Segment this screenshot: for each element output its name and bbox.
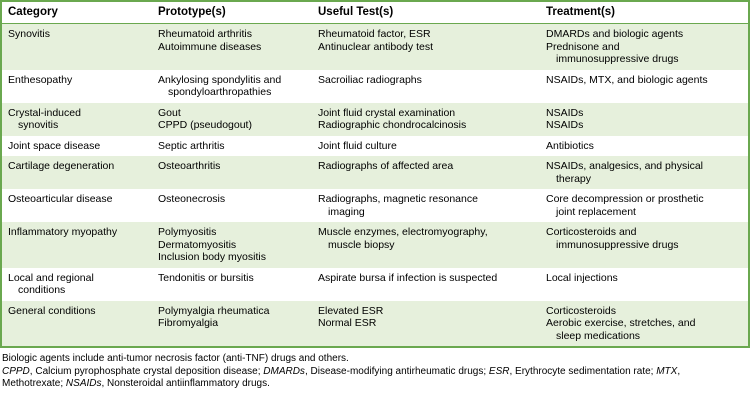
column-header-treatments: Treatment(s) — [540, 2, 748, 24]
abbrev-def: , Nonsteroidal antiinflammatory drugs. — [101, 378, 270, 389]
text-line: Rheumatoid arthritis — [158, 28, 252, 40]
abbrev-def: , — [677, 365, 681, 377]
cell-category — [2, 156, 152, 189]
text-line: Dermatomyositis — [158, 238, 237, 251]
cell-tests — [312, 268, 540, 301]
cell-prototypes — [152, 24, 312, 70]
cell-category — [2, 301, 152, 347]
table-row — [2, 268, 748, 301]
abbrev-def: , Disease-modifying antirheumatic drugs; — [304, 365, 489, 377]
cell-treatments — [540, 70, 748, 103]
cell-category — [2, 103, 152, 136]
text-line: Joint fluid crystal examination — [318, 106, 456, 119]
abbrev-def: Methotrexate; — [2, 378, 66, 389]
abbrev-term: DMARDs — [263, 365, 305, 377]
rheumatology-table — [2, 2, 748, 346]
text-line: NSAIDs, analgesics, and physical — [546, 160, 703, 172]
text-line: NSAIDs, MTX, and biologic agents — [546, 73, 708, 86]
table-head — [2, 2, 748, 24]
footnote-abbreviations-line-1 — [2, 366, 748, 379]
text-line: Corticosteroids and — [546, 226, 637, 238]
text-line: Prednisone and — [546, 40, 620, 53]
text-line: Corticosteroids — [546, 304, 617, 317]
cell-tests — [312, 24, 540, 70]
cell-treatments — [540, 156, 748, 189]
column-header-category: Category — [2, 2, 152, 24]
text-line: Antinuclear antibody test — [318, 40, 433, 53]
cell-treatments — [540, 24, 748, 70]
abbrev-term: ESR — [488, 365, 510, 377]
text-line: Tendonitis or bursitis — [158, 271, 254, 284]
text-line: Osteonecrosis — [158, 193, 226, 205]
text-line: Radiographs of affected area — [318, 160, 454, 172]
text-line: Muscle enzymes, electromyography, — [318, 226, 488, 238]
table-row — [2, 103, 748, 136]
text-line: General conditions — [8, 304, 96, 317]
text-line: Crystal-induced — [8, 106, 81, 119]
cell-treatments — [540, 189, 748, 222]
cell-tests — [312, 222, 540, 268]
text-line: Synovitis — [8, 28, 51, 40]
text-line: Joint fluid culture — [318, 139, 397, 152]
text-line: Sacroiliac radiographs — [318, 73, 422, 86]
text-line: DMARDs and biologic agents — [546, 28, 684, 40]
text-line: Radiographic chondrocalcinosis — [318, 119, 467, 131]
text-line: synovitis — [18, 119, 59, 131]
text-line: Osteoarthritis — [158, 160, 221, 172]
text-line: Ankylosing spondylitis and — [158, 73, 282, 86]
text-line: Local and regional — [8, 271, 94, 284]
text-line: CPPD (pseudogout) — [158, 119, 252, 131]
text-line: Cartilage degeneration — [8, 160, 115, 172]
text-line: Polymyositis — [158, 226, 217, 238]
text-line: spondyloarthropathies — [168, 86, 272, 98]
table-footnotes — [0, 348, 750, 391]
cell-tests — [312, 136, 540, 157]
table-body — [2, 24, 748, 347]
cell-tests — [312, 70, 540, 103]
text-line: NSAIDs — [546, 119, 584, 131]
footnote-abbreviations-line-2 — [2, 378, 748, 391]
column-header-prototypes: Prototype(s) — [152, 2, 312, 24]
cell-treatments — [540, 136, 748, 157]
column-header-tests: Useful Test(s) — [312, 2, 540, 24]
cell-tests — [312, 189, 540, 222]
text-line: Normal ESR — [318, 317, 377, 329]
table-row — [2, 189, 748, 222]
table-row — [2, 156, 748, 189]
cell-prototypes — [152, 70, 312, 103]
cell-treatments — [540, 222, 748, 268]
cell-prototypes — [152, 301, 312, 347]
cell-category — [2, 24, 152, 70]
cell-tests — [312, 156, 540, 189]
table-header-row — [2, 2, 748, 24]
cell-prototypes — [152, 136, 312, 157]
cell-treatments — [540, 301, 748, 347]
text-line: Inclusion body myositis — [158, 251, 266, 263]
cell-prototypes — [152, 189, 312, 222]
table-row — [2, 70, 748, 103]
cell-prototypes — [152, 103, 312, 136]
cell-category — [2, 70, 152, 103]
cell-category — [2, 136, 152, 157]
table-row — [2, 222, 748, 268]
text-line: NSAIDs — [546, 106, 584, 119]
cell-prototypes — [152, 268, 312, 301]
abbrev-term: CPPD — [2, 365, 30, 377]
footnote-note: Biologic agents include anti-tumor necrosis factor (anti-TNF) drugs and others. — [2, 353, 349, 364]
text-line: Osteoarticular disease — [8, 193, 113, 205]
cell-category — [2, 189, 152, 222]
text-line: Rheumatoid factor, ESR — [318, 28, 431, 40]
text-line: Aspirate bursa if infection is suspected — [318, 271, 498, 284]
abbrev-def: , Erythrocyte sedimentation rate; — [509, 365, 657, 377]
text-line: Joint space disease — [8, 139, 101, 152]
cell-treatments — [540, 103, 748, 136]
text-line: Antibiotics — [546, 139, 594, 152]
cell-treatments — [540, 268, 748, 301]
cell-category — [2, 222, 152, 268]
abbrev-term: MTX — [656, 365, 678, 377]
text-line: muscle biopsy — [328, 238, 395, 251]
text-line: Inflammatory myopathy — [8, 226, 118, 238]
text-line: Core decompression or prosthetic — [546, 193, 704, 205]
table-row — [2, 301, 748, 347]
text-line: Autoimmune diseases — [158, 40, 262, 53]
text-line: Enthesopathy — [8, 73, 73, 86]
text-line: immunosuppressive drugs — [556, 238, 679, 251]
text-line: Radiographs, magnetic resonance — [318, 193, 478, 205]
cell-prototypes — [152, 222, 312, 268]
cell-prototypes — [152, 156, 312, 189]
text-line: Polymyalgia rheumatica — [158, 304, 270, 317]
text-line: sleep medications — [556, 329, 641, 342]
text-line: imaging — [328, 205, 365, 218]
abbrev-def: , Calcium pyrophosphate crystal deposition disease; — [29, 365, 264, 377]
cell-tests — [312, 301, 540, 347]
text-line: Aerobic exercise, stretches, and — [546, 317, 696, 329]
text-line: Fibromyalgia — [158, 317, 219, 329]
text-line: immunosuppressive drugs — [556, 53, 679, 65]
text-line: conditions — [18, 284, 66, 296]
cell-category — [2, 268, 152, 301]
abbrev-term: NSAIDs — [65, 378, 102, 389]
table-row — [2, 136, 748, 157]
text-line: therapy — [556, 172, 592, 185]
text-line: Local injections — [546, 271, 618, 284]
table-row — [2, 24, 748, 70]
text-line: Septic arthritis — [158, 139, 225, 152]
cell-tests — [312, 103, 540, 136]
text-line: Gout — [158, 106, 181, 119]
text-line: joint replacement — [556, 205, 636, 218]
text-line: Elevated ESR — [318, 304, 384, 317]
